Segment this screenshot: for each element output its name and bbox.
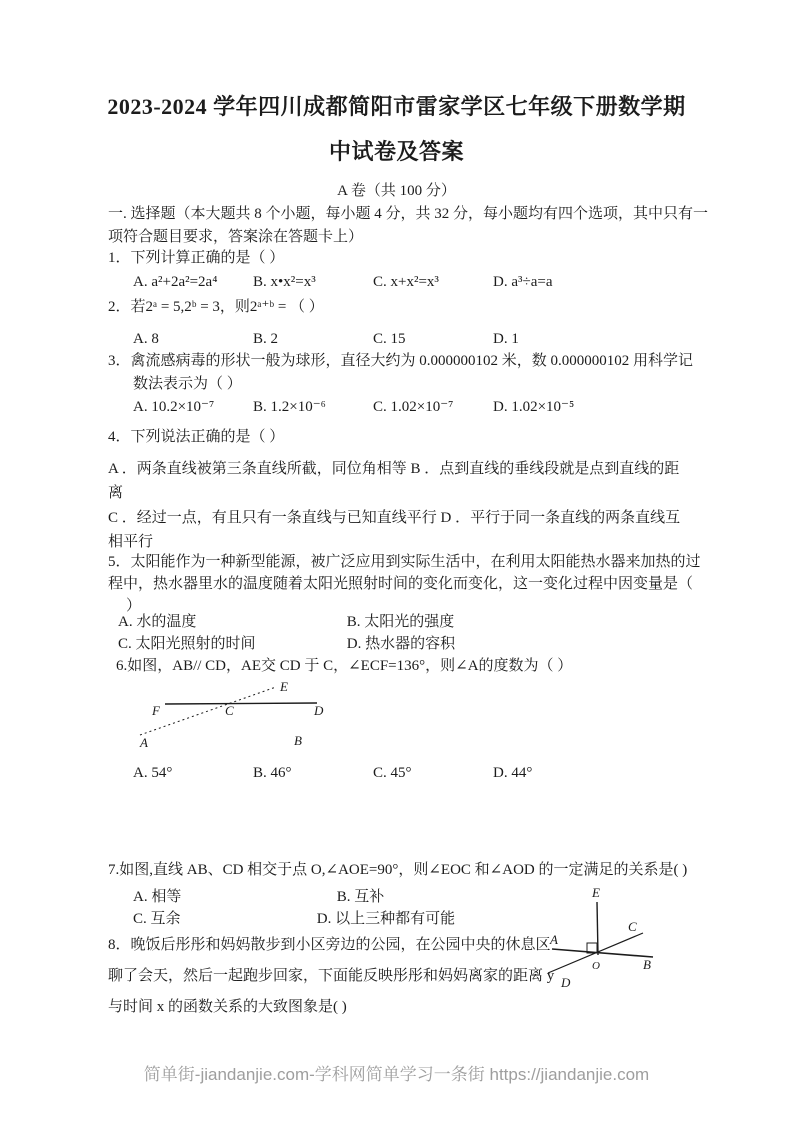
q7-option-d: D. 以上三种都有可能 bbox=[316, 911, 456, 927]
question-3-line2: 数法表示为（ ） bbox=[133, 376, 242, 392]
q6-line-ae bbox=[140, 687, 276, 735]
q6-label-b: B bbox=[294, 733, 302, 748]
question-8-line2: 聊了会天，然后一起跑步回家，下面能反映彤彤和妈妈离家的距离 y bbox=[108, 968, 555, 984]
question-1-options bbox=[133, 271, 553, 293]
question-7-options-row1 bbox=[133, 886, 384, 908]
q1-option-c: C. x+x²=x³ bbox=[373, 274, 439, 290]
q7-figure bbox=[540, 882, 700, 1004]
question-8-line1: 8．晚饭后彤彤和妈妈散步到小区旁边的公园，在公园中央的休息区 bbox=[108, 937, 551, 953]
q6-line-fd bbox=[165, 703, 317, 704]
q1-option-b: B. x•x²=x³ bbox=[253, 274, 316, 290]
q3-option-c: C. 1.02×10⁻⁷ bbox=[373, 399, 454, 415]
q7-label-a: A bbox=[550, 932, 558, 947]
document-title-line2: 中试卷及答案 bbox=[328, 139, 464, 164]
q1-option-d: D. a³÷a=a bbox=[493, 274, 553, 290]
site-watermark: 简单街-jiandanjie.com-学科网简单学习一条街 https://jiandanjie.com bbox=[143, 1065, 650, 1084]
q6-figure bbox=[128, 675, 338, 765]
question-5-line2: 程中，热水器里水的温度随着太阳光照射时间的变化而变化，这一变化过程中因变量是（ bbox=[108, 576, 694, 592]
q6-option-c: C. 45° bbox=[373, 765, 412, 781]
q1-option-a: A. a²+2a²=2a⁴ bbox=[133, 274, 218, 290]
question-3-options bbox=[133, 396, 574, 418]
volume-header: A 卷（共 100 分） bbox=[337, 183, 456, 199]
q2-option-b: B. 2 bbox=[253, 331, 279, 347]
q5-option-d: D. 热水器的容积 bbox=[346, 636, 456, 652]
question-6-options bbox=[133, 762, 532, 784]
q3-option-b: B. 1.2×10⁻⁶ bbox=[253, 399, 326, 415]
question-4-options-cd: C ．经过一点，有且只有一条直线与已知直线平行 D ．平行于同一条直线的两条直线互相平行 bbox=[108, 510, 681, 550]
q6-label-f: F bbox=[152, 703, 160, 718]
q5-option-c: C. 太阳光照射的时间 bbox=[118, 636, 256, 652]
question-4-options-ab: A ．两条直线被第三条直线所截，同位角相等 B ．点到直线的垂线段就是点到直线的距离 bbox=[108, 461, 680, 501]
question-5-options-row2 bbox=[118, 633, 455, 655]
question-8-line3: 与时间 x 的函数关系的大致图象是( ) bbox=[108, 999, 347, 1015]
question-5-line1: 5．太阳能作为一种新型能源，被广泛应用到实际生活中，在利用太阳能热水器来加热的过 bbox=[108, 554, 701, 570]
question-2-stem: 2．若2ᵃ = 5,2ᵇ = 3，则2ᵃ⁺ᵇ = （ ） bbox=[108, 299, 324, 315]
question-4-stem: 4．下列说法正确的是（ ） bbox=[108, 429, 285, 445]
q2-option-c: C. 15 bbox=[373, 331, 406, 347]
q2-option-a: A. 8 bbox=[133, 331, 159, 347]
question-5-options-row1 bbox=[118, 611, 454, 633]
q5-option-b: B. 太阳光的强度 bbox=[346, 614, 455, 630]
q3-option-d: D. 1.02×10⁻⁵ bbox=[493, 399, 575, 415]
q5-option-a: A. 水的温度 bbox=[118, 614, 197, 630]
q7-option-b: B. 互补 bbox=[336, 889, 385, 905]
q2-option-d: D. 1 bbox=[493, 331, 519, 347]
section-intro-line2: 项符合题目要求，答案涂在答题卡上） bbox=[108, 229, 364, 245]
q7-label-c: C bbox=[628, 919, 637, 934]
question-6-stem: 6.如图，AB// CD，AE交 CD 于 C，∠ECF=136°，则∠A的度数为（ ） bbox=[116, 658, 573, 674]
q6-label-d: D bbox=[314, 703, 324, 718]
question-2-options bbox=[133, 328, 519, 350]
q6-option-d: D. 44° bbox=[493, 765, 533, 781]
q7-label-o: O bbox=[592, 960, 600, 972]
document-title-line1: 2023-2024 学年四川成都简阳市雷家学区七年级下册数学期 bbox=[107, 94, 686, 119]
q3-option-a: A. 10.2×10⁻⁷ bbox=[133, 399, 215, 415]
q6-label-c: C bbox=[225, 703, 234, 718]
question-1-stem: 1．下列计算正确的是（ ） bbox=[108, 250, 285, 266]
q6-label-a: A bbox=[140, 735, 148, 750]
section-intro-line1: 一. 选择题（本大题共 8 个小题，每小题 4 分，共 32 分，每小题均有四个选项，其中只有一 bbox=[108, 206, 709, 222]
question-3-line1: 3．禽流感病毒的形状一般为球形，直径大约为 0.000000102 米，数 0.000000102 用科学记 bbox=[108, 353, 694, 369]
q7-option-a: A. 相等 bbox=[133, 889, 182, 905]
question-7-options-row2 bbox=[133, 908, 455, 930]
q6-option-a: A. 54° bbox=[133, 765, 173, 781]
q7-label-b: B bbox=[643, 957, 651, 972]
question-5-line3: ） bbox=[126, 598, 142, 614]
q6-label-e: E bbox=[280, 679, 288, 694]
q7-label-e: E bbox=[592, 885, 600, 900]
q7-label-d: D bbox=[561, 975, 571, 990]
q6-option-b: B. 46° bbox=[253, 765, 292, 781]
question-7-stem: 7.如图,直线 AB、CD 相交于点 O,∠AOE=90°，则∠EOC 和∠AOD 的一定满足的关系是( ) bbox=[108, 862, 688, 878]
q7-option-c: C. 互余 bbox=[133, 911, 181, 927]
